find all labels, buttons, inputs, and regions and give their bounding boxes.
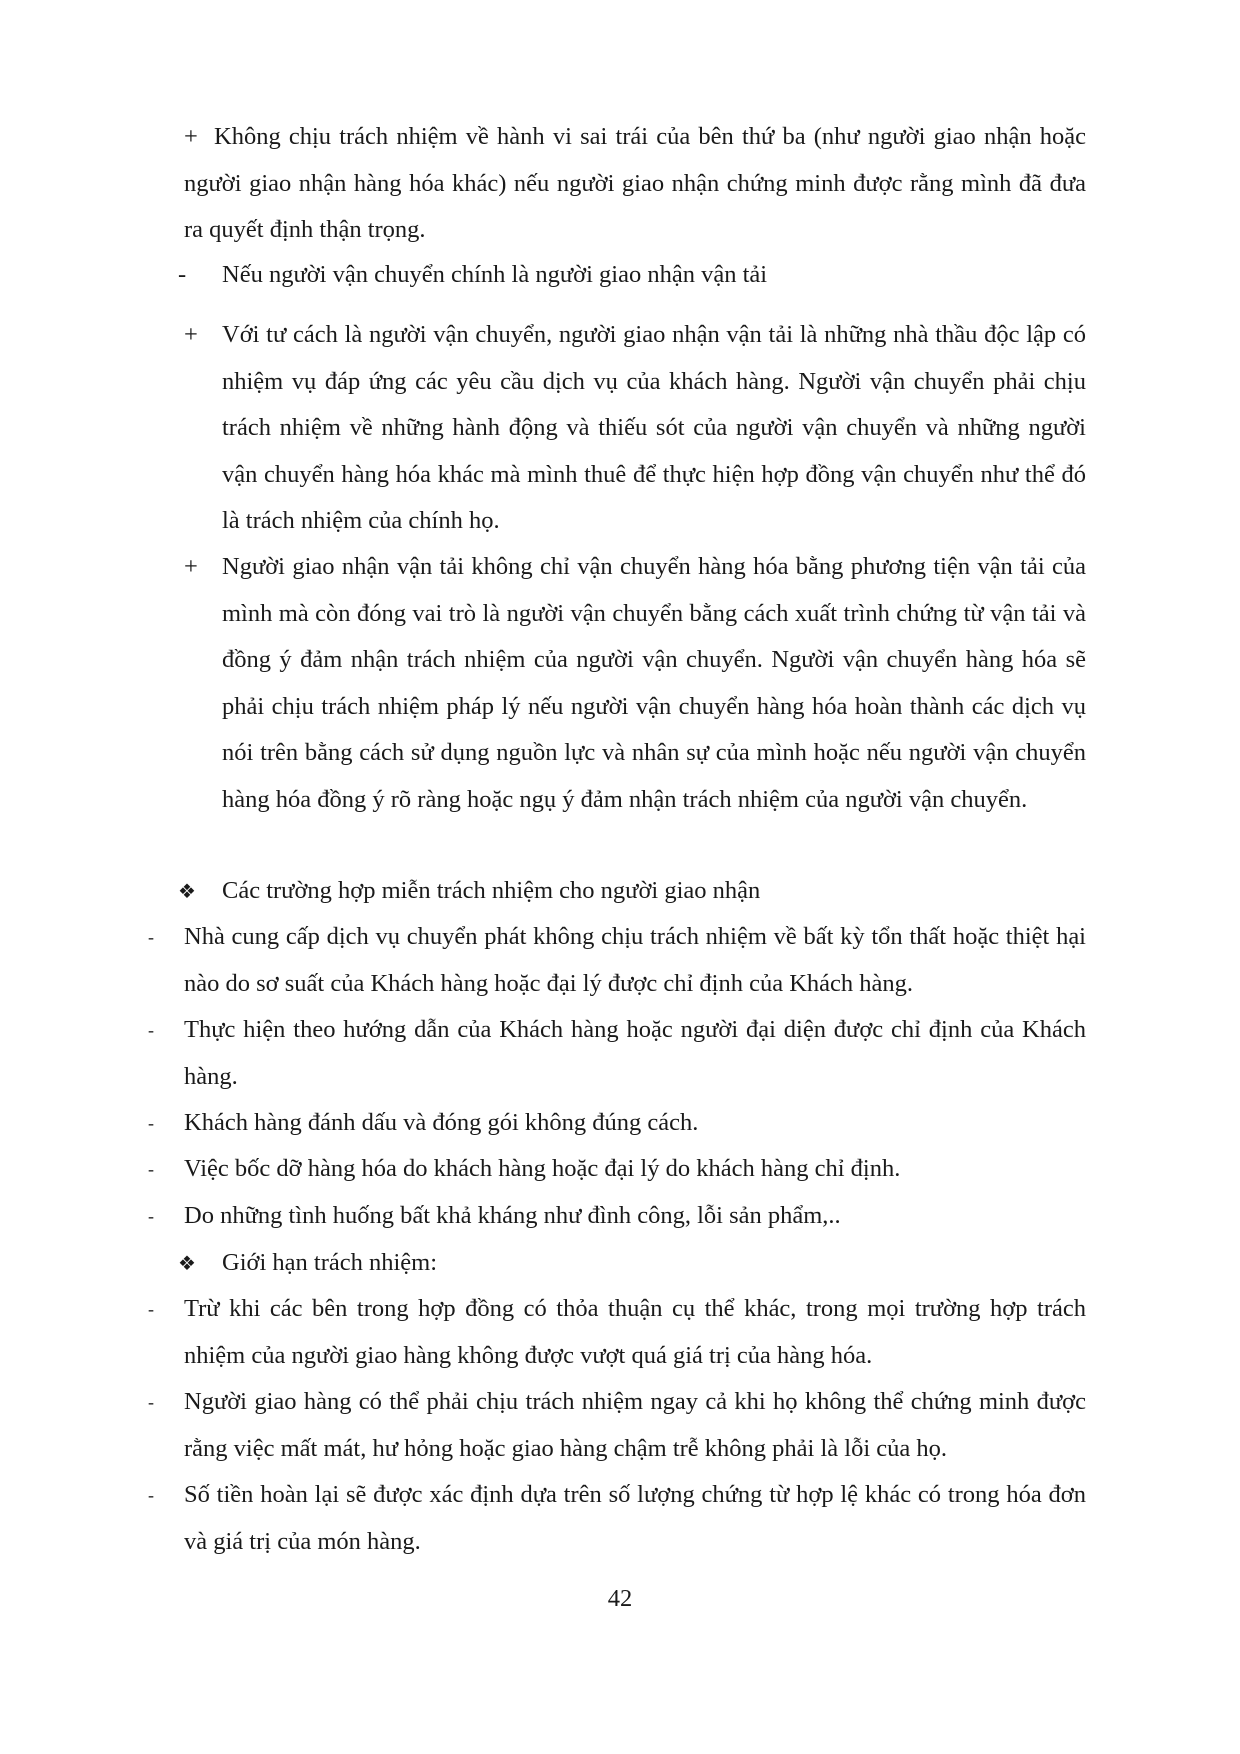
- dash-bullet-marker: -: [178, 261, 187, 288]
- dash-bullet-marker: -: [148, 1485, 154, 1505]
- dash-bullet-marker: -: [148, 927, 154, 947]
- list-item-forwarder-documents: Người giao nhận vận tải không chỉ vận chuyển hàng hóa bằng phương tiện vận tải của mình mà còn đóng vai trò là người vận chuyển bằng cách xuất trình chứng từ vận tải và đồng ý đảm nhận trách nhiệm của người vận chuyển. Người vận chuyển hàng hóa sẽ phải chịu trách nhiệm pháp lý nếu người vận chuyển hàng hóa hoàn thành các dịch vụ nói trên bằng cách sử dụng nguồn lực và nhân sự của mình hoặc nếu người vận chuyển hàng hóa đồng ý rõ ràng hoặc ngụ ý đảm nhận trách nhiệm của người vận chuyển.: [222, 553, 1086, 813]
- list-item-force-majeure: Do những tình huống bất khả kháng như đình công, lỗi sản phẩm,..: [184, 1202, 841, 1229]
- list-item-third-party-liability: Không chịu trách nhiệm về hành vi sai trái của bên thứ ba (như người giao nhận hoặc người giao nhận hàng hóa khác) nếu người giao nhận chứng minh được rằng mình đã đưa ra quyết định thận trọng.: [184, 123, 1086, 243]
- list-item-loading-unloading: Việc bốc dỡ hàng hóa do khách hàng hoặc đại lý do khách hàng chỉ định.: [184, 1155, 901, 1182]
- plus-bullet-marker: +: [184, 123, 198, 150]
- dash-bullet-marker: -: [148, 1113, 154, 1133]
- section-heading-liability-limits: Giới hạn trách nhiệm:: [222, 1249, 438, 1276]
- dash-bullet-marker: -: [148, 1159, 154, 1179]
- plus-bullet-marker: +: [184, 321, 198, 348]
- list-item-customer-negligence: Nhà cung cấp dịch vụ chuyển phát không chịu trách nhiệm về bất kỳ tổn thất hoặc thiệt hại nào do sơ suất của Khách hàng hoặc đại lý được chỉ định của Khách hàng.: [184, 923, 1086, 997]
- list-item-improper-packing: Khách hàng đánh dấu và đóng gói không đúng cách.: [184, 1109, 699, 1136]
- list-item-burden-of-proof: Người giao hàng có thể phải chịu trách nhiệm ngay cả khi họ không thể chứng minh được rằng việc mất mát, hư hỏng hoặc giao hàng chậm trễ không phải là lỗi của họ.: [184, 1388, 1086, 1462]
- dash-bullet-marker: -: [148, 1206, 154, 1226]
- diamond-bullet-icon: ❖: [178, 879, 196, 903]
- page-number: 42: [607, 1585, 633, 1612]
- dash-bullet-marker: -: [148, 1020, 154, 1040]
- plus-bullet-marker: +: [184, 553, 198, 580]
- list-item-value-cap: Trừ khi các bên trong hợp đồng có thỏa thuận cụ thể khác, trong mọi trường hợp trách nhiệm của người giao hàng không được vượt quá giá trị của hàng hóa.: [184, 1295, 1086, 1369]
- dash-bullet-marker: -: [148, 1299, 154, 1319]
- list-item-customer-instructions: Thực hiện theo hướng dẫn của Khách hàng hoặc người đại diện được chỉ định của Khách hàng.: [184, 1016, 1086, 1090]
- section-heading-exemptions: Các trường hợp miễn trách nhiệm cho người giao nhận: [222, 877, 761, 904]
- dash-bullet-marker: -: [148, 1392, 154, 1412]
- list-item-forwarder-as-carrier: Nếu người vận chuyển chính là người giao nhận vận tải: [222, 261, 768, 288]
- list-item-refund-amount: Số tiền hoàn lại sẽ được xác định dựa trên số lượng chứng từ hợp lệ khác có trong hóa đơn và giá trị của món hàng.: [184, 1481, 1086, 1555]
- list-item-carrier-capacity: Với tư cách là người vận chuyển, người giao nhận vận tải là những nhà thầu độc lập có nhiệm vụ đáp ứng các yêu cầu dịch vụ của khách hàng. Người vận chuyển phải chịu trách nhiệm về những hành động và thiếu sót của người vận chuyển và những người vận chuyển hàng hóa khác mà mình thuê để thực hiện hợp đồng vận chuyển như thể đó là trách nhiệm của chính họ.: [222, 321, 1086, 534]
- diamond-bullet-icon: ❖: [178, 1251, 196, 1275]
